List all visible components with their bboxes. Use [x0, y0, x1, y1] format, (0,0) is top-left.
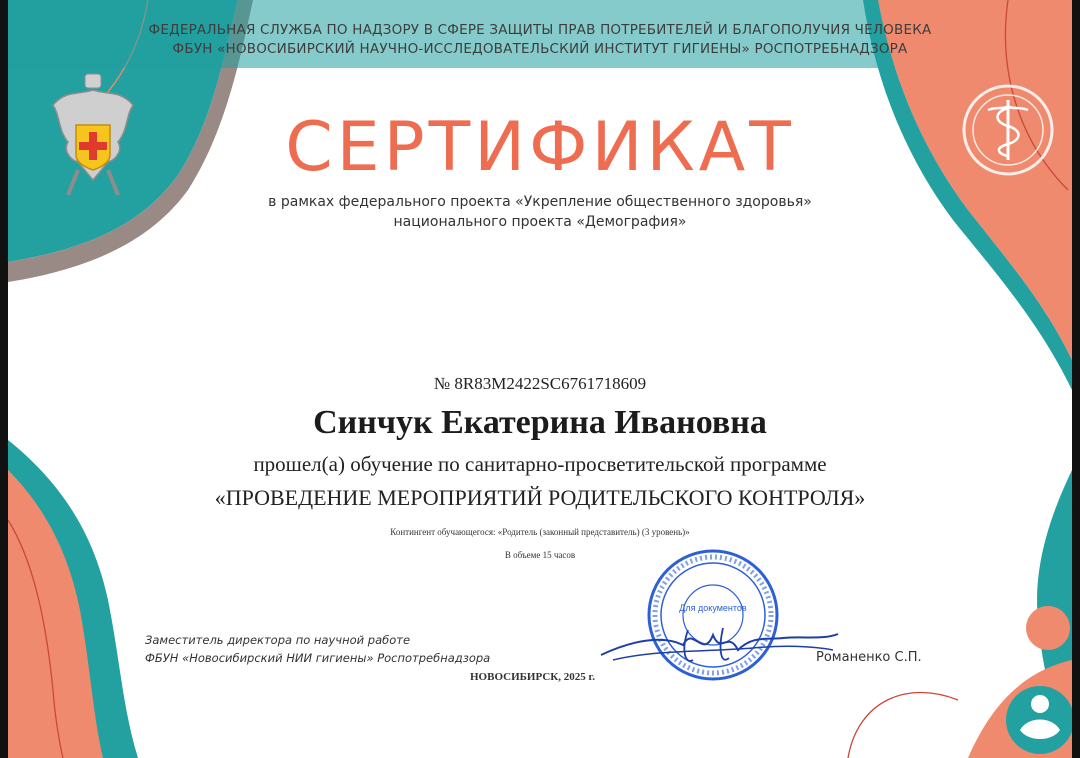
stamp-center-text: Для документов [679, 603, 747, 613]
completed-text: прошел(а) обучение по санитарно-просветительской программе [253, 452, 827, 476]
certificate-title: СЕРТИФИКАТ [285, 108, 795, 187]
subtitle-line-1: в рамках федерального проекта «Укрепление общественного здоровья» [268, 194, 812, 210]
volume-text: В объеме 15 часов [504, 550, 576, 560]
contingent-text: Контингент обучающегося: «Родитель (законный представитель) (3 уровень)» [390, 527, 690, 537]
handwritten-signature [593, 610, 843, 680]
header-line-1: ФЕДЕРАЛЬНАЯ СЛУЖБА ПО НАДЗОРУ В СФЕРЕ ЗАЩИТЫ ПРАВ ПОТРЕБИТЕЛЕЙ И БЛАГОПОЛУЧИЯ ЧЕЛОВЕКА [148, 22, 932, 38]
family-logo [998, 672, 1072, 758]
signer-name: Романенко С.П. [816, 650, 922, 665]
header-line-2: ФБУН «НОВОСИБИРСКИЙ НАУЧНО-ИССЛЕДОВАТЕЛЬСКИЙ ИНСТИТУТ ГИГИЕНЫ» РОСПОТРЕБНАДЗОРА [172, 41, 908, 57]
signer-position-line-1: Заместитель директора по научной работе [145, 633, 411, 647]
city-year: НОВОСИБИРСК, 2025 г. [470, 671, 595, 683]
program-name: «ПРОВЕДЕНИЕ МЕРОПРИЯТИЙ РОДИТЕЛЬСКОГО КОНТРОЛЯ» [214, 485, 866, 510]
signer-position-line-2: ФБУН «Новосибирский НИИ гигиены» Роспотребнадзора [145, 651, 491, 665]
certificate-number: № 8R83M2422SC6761718609 [433, 374, 647, 393]
subtitle-line-2: национального проекта «Демография» [393, 214, 687, 230]
certificate [8, 0, 1072, 758]
recipient-name: Синчук Екатерина Ивановна [313, 404, 767, 441]
